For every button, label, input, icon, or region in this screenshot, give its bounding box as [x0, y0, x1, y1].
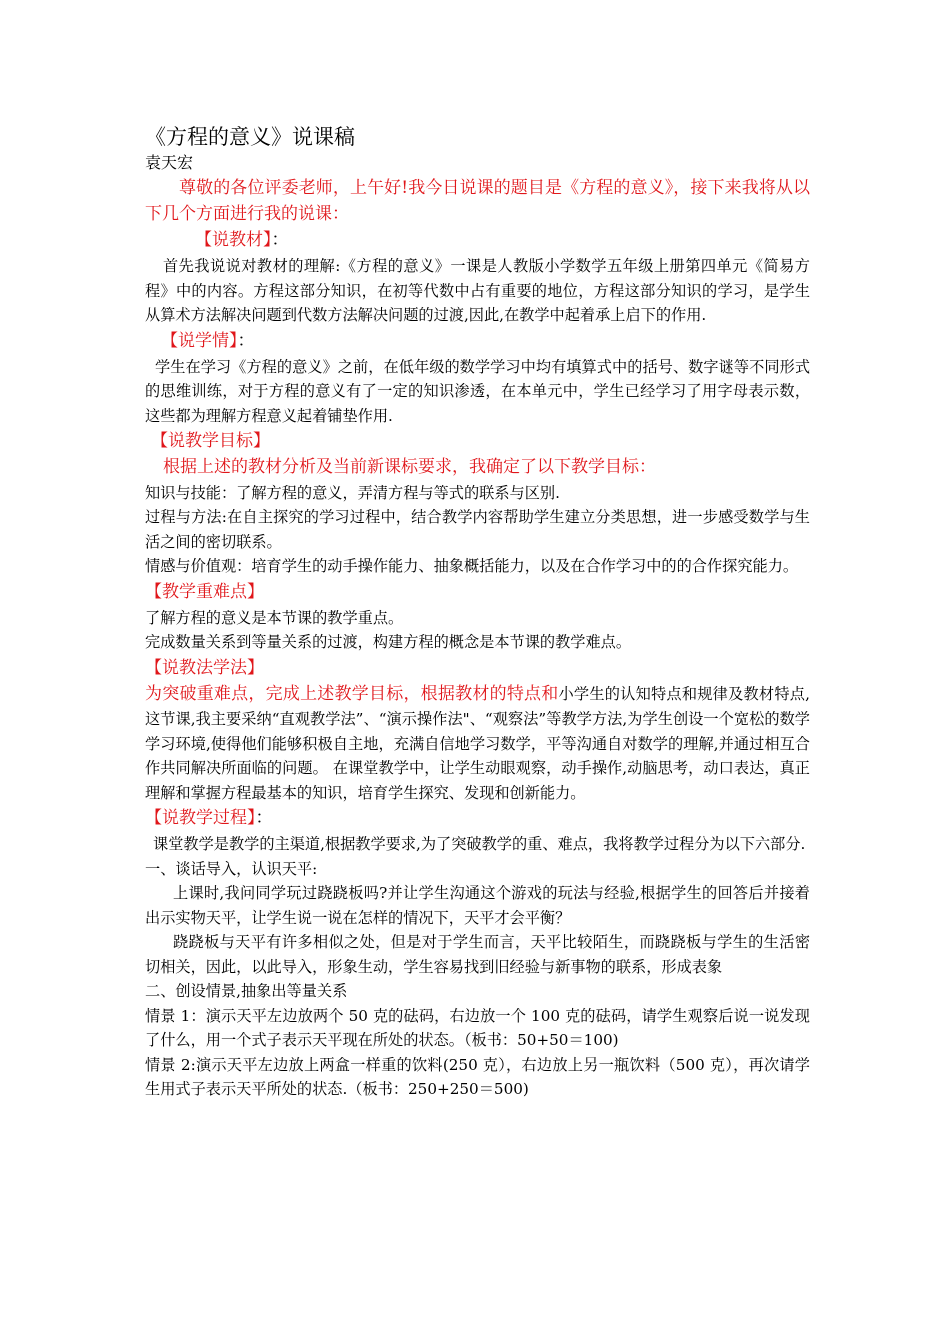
- jiaocai-paragraph: 首先我说说对教材的理解:《方程的意义》一课是人教版小学数学五年级上册第四单元《简易方程》中的内容。方程这部分知识，在初等代数中占有重要的地位，方程这部分知识的学习，是学生从算术方法解决问题到代数方法解决问题的过渡,因此,在教学中起着承上启下的作用.: [145, 257, 810, 324]
- zhongnan-difficult-point: 完成数量关系到等量关系的过渡，构建方程的概念是本节课的教学难点。: [145, 633, 631, 651]
- intro-paragraph: 尊敬的各位评委老师，上午好!我今日说课的题目是《方程的意义》，接下来我将从以下几个方面进行我的说课：: [145, 178, 810, 224]
- goal-emotion: 情感与价值观：培育学生的动手操作能力、抽象概括能力，以及在合作学习中的的合作探究能力。: [145, 557, 799, 575]
- document-page: [145, 122, 810, 1102]
- section-heading-jiaocai: [145, 227, 810, 254]
- zhongnan-key-point: 了解方程的意义是本节课的教学重点。: [145, 608, 404, 627]
- goal-process: 过程与方法:在自主探究的学习过程中，结合教学内容帮助学生建立分类思想，进一步感受数学与生活之间的密切联系。: [145, 508, 810, 551]
- heading-colon: ：: [237, 330, 255, 351]
- heading-colon: ：: [255, 808, 273, 828]
- xueqing-paragraph: 学生在学习《方程的意义》之前，在低年级的数学学习中均有填算式中的括号、数字谜等不同形式的思维训练，对于方程的意义有了一定的知识渗透，在本单元中，学生已经学习了用字母表示数，这些都为理解方程意义起着铺垫作用.: [145, 357, 810, 425]
- document-title: 《方程的意义》说课稿: [145, 125, 355, 149]
- heading-jiaocai-label: 【说教材】: [195, 230, 272, 250]
- section-heading-xueqing: [145, 328, 810, 355]
- section-heading-jiaofa: 【说教法学法】: [145, 657, 264, 678]
- heading-guocheng-label: 【说教学过程】: [145, 808, 256, 828]
- step1-paragraph-1: 上课时,我问同学玩过跷跷板吗?并让学生沟通这个游戏的玩法与经验,根据学生的回答后并接着出示实物天平，让学生说一说在怎样的情况下，天平才会平衡？: [145, 884, 810, 927]
- step2-title: 二、创设情景,抽象出等量关系: [145, 982, 348, 1000]
- scene-2: 情景 2:演示天平左边放上两盒一样重的饮料(250 克），右边放上另一瓶饮料（500 克），再次请学生用式子表示天平所处的状态.（板书：250+250＝500): [145, 1055, 810, 1098]
- jiaofa-body: 小学生的认知特点和规律及教材特点,这节课,我主要采纳“直观教学法”、“演示操作法"、“观察法”等教学方法,为学生创设一个宽松的数学学习环境,使得他们能够积极自主地，充满自信地学习数学，平等沟通自对数学的理解,并通过相互合作共同解决所面临的问题。 在课堂教学中，让学生动眼观察，动手操作,动脑思考，动口表达，真正理解和掌握方程最基本的知识，培育学生探究、发现和创新能力。: [145, 684, 811, 802]
- scene-1: 情景 1：演示天平左边放两个 50 克的砝码，右边放一个 100 克的砝码，请学生观察后说一说发现了什么，用一个式子表示天平现在所处的状态。（板书：50+50＝100): [145, 1006, 810, 1049]
- jiaofa-paragraph: [145, 682, 810, 806]
- mubiao-intro: 根据上述的教材分析及当前新课标要求，我确定了以下教学目标：: [163, 457, 656, 477]
- section-heading-guocheng: [145, 805, 810, 832]
- goal-knowledge: 知识与技能：了解方程的意义，弄清方程与等式的联系与区别.: [145, 483, 560, 502]
- jiaofa-red-lead: 为突破重难点，完成上述教学目标，根据教材的特点和: [145, 683, 559, 704]
- section-heading-zhongnan: 【教学重难点】: [145, 581, 264, 602]
- step1-title: 一、谈话导入，认识天平:: [145, 859, 318, 878]
- guocheng-paragraph: 课堂教学是教学的主渠道,根据教学要求,为了突破教学的重、难点，我将教学过程分为以下六部分.: [153, 835, 806, 853]
- step1-paragraph-2: 跷跷板与天平有许多相似之处，但是对于学生而言，天平比较陌生，而跷跷板与学生的生活密切相关，因此，以此导入，形象生动，学生容易找到旧经验与新事物的联系，形成表象: [145, 933, 810, 976]
- document-author: 袁天宏: [145, 153, 194, 172]
- heading-colon: ：: [271, 230, 289, 250]
- heading-xueqing-label: 【说学情】: [161, 330, 238, 351]
- section-heading-mubiao: 【说教学目标】: [151, 431, 270, 451]
